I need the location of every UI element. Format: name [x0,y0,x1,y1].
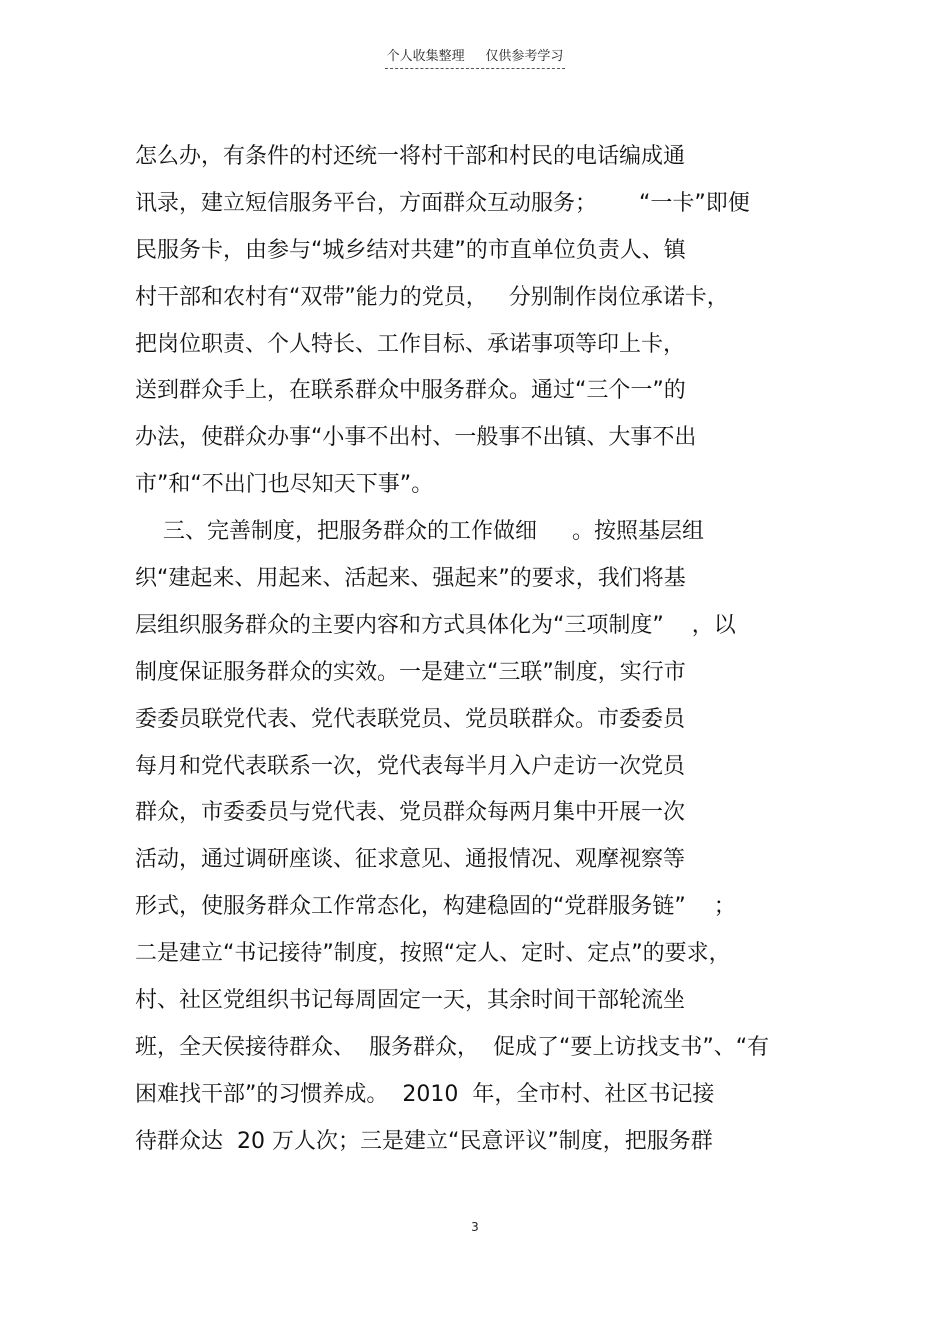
text-line: 办法，使群众办事“小事不出村、一般事不出镇、大事不出 [135,425,697,451]
text-line: 怎么办，有条件的村还统一将村干部和村民的电话编成通 [135,144,686,169]
text-line: 讯录，建立短信服务平台，方面群众互动服务； “一卡”即便 [135,190,750,216]
text-line: 委委员联党代表、党代表联党员、党员联群众。市委委员 [135,706,686,732]
text-line: 活动，通过调研座谈、征求意见、通报情况、观摩视察等 [135,847,686,873]
text-line: 市”和“不出门也尽知天下事”。 [135,472,434,498]
text-line: 每月和党代表联系一次，党代表每半月入户走访一次党员 [135,753,686,779]
text-line: 民服务卡，由参与“城乡结对共建”的市直单位负责人、镇 [135,237,686,263]
text-line: 三、完善制度，把服务群众的工作做细 。按照基层组 [135,519,704,545]
text-line: 形式，使服务群众工作常态化，构建稳固的“党群服务链” ； [135,894,736,920]
header-text: 个人收集整理 仅供参考学习 [385,48,566,69]
text-line: 二是建立“书记接待”制度，按照“定人、定时、定点”的要求， [135,941,731,967]
text-line: 待群众达 20 万人次；三是建立“民意评议”制度，把服务群 [135,1128,713,1154]
text-line: 制度保证服务群众的实效。一是建立“三联”制度，实行市 [135,659,686,685]
page-header [0,48,950,69]
text-line: 把岗位职责、个人特长、工作目标、承诺事项等印上卡， [135,331,686,357]
document-body [135,134,850,1166]
text-line: 层组织服务群众的主要内容和方式具体化为“三项制度” ，以 [135,612,736,638]
text-line: 村干部和农村有“双带”能力的党员， 分别制作岗位承诺卡， [135,284,729,310]
page-number: 3 [471,1220,479,1234]
text-line: 班，全天侯接待群众、 服务群众， 促成了“要上访找支书”、“有 [135,1034,770,1060]
text-line: 困难找干部”的习惯养成。 2010 年，全市村、社区书记接 [135,1081,715,1107]
text-line: 群众，市委委员与党代表、党员群众每两月集中开展一次 [135,800,686,826]
text-line: 村、社区党组织书记每周固定一天，其余时间干部轮流坐 [135,988,686,1014]
text-line: 织“建起来、用起来、活起来、强起来”的要求，我们将基 [135,566,686,592]
text-line: 送到群众手上，在联系群众中服务群众。通过“三个一”的 [135,378,686,404]
